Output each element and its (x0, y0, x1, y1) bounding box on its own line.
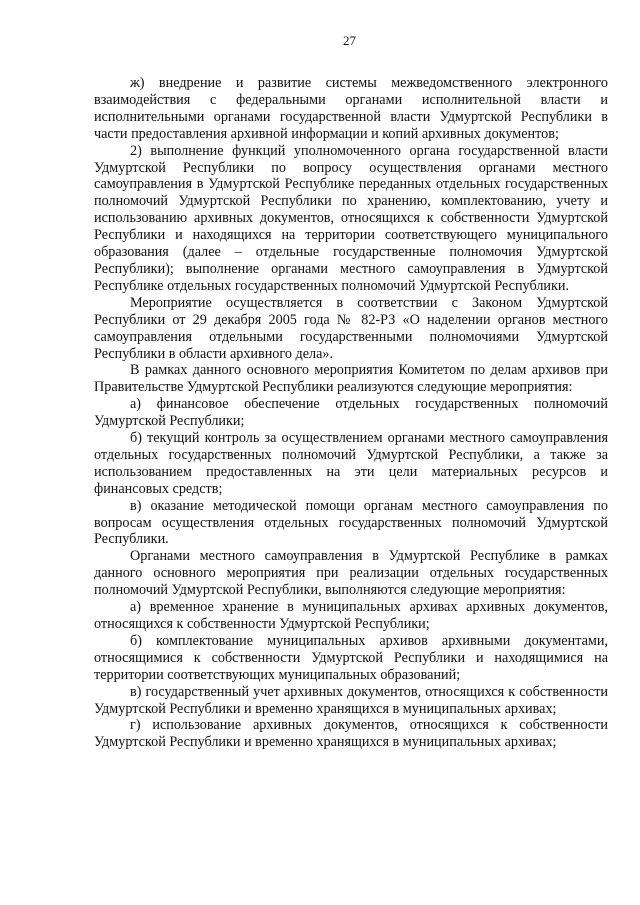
paragraph-item-zh: ж) внедрение и развитие системы межведомственного электронного взаимодействия с федеральными органами исполнительной власти и исполнительными органами государственной власти Удмуртской Республики в части предоставления архивной информации и копий архивных документов; (94, 75, 608, 142)
paragraph-law-reference: Мероприятие осуществляется в соответствии с Законом Удмуртской Республики от 29 декабря 2005 года № 82-РЗ «О наделении органов местного самоуправления отдельными государственными полномочиями Удмуртской Республики в области архивного дела». (94, 294, 608, 362)
paragraph-committee-measures: В рамках данного основного мероприятия Комитетом по делам архивов при Правительстве Удмуртской Республики реализуются следующие мероприятия: (94, 362, 608, 396)
document-body (94, 75, 608, 751)
list-item-b: б) текущий контроль за осуществлением органами местного самоуправления отдельных государственных полномочий Удмуртской Республики, а также за использованием предоставленных на эти цели материальных ресурсов и финансовых средств; (94, 430, 608, 497)
page-number: 27 (343, 33, 356, 48)
list-item-a-local: а) временное хранение в муниципальных архивах архивных документов, относящихся к собственности Удмуртской Республики; (94, 599, 608, 632)
list-item-v-local: в) государственный учет архивных документов, относящихся к собственности Удмуртской Республики и временно хранящихся в муниципальных архивах; (94, 683, 608, 717)
list-item-b-local: б) комплектование муниципальных архивов архивными документами, относящимися к собственности Удмуртской Республики и находящимися на территории соответствующих муниципальных образований; (94, 632, 608, 683)
list-item-v: в) оказание методической помощи органам местного самоуправления по вопросам осуществления отдельных государственных полномочий Удмуртской Республики. (94, 497, 608, 548)
list-item-g-local: г) использование архивных документов, относящихся к собственности Удмуртской Республики и временно хранящихся в муниципальных архивах; (94, 717, 608, 751)
paragraph-item-2: 2) выполнение функций уполномоченного органа государственной власти Удмуртской Республики по вопросу осуществления органами местного самоуправления в Удмуртской Республике переданных отдельных государственных полномочий Удмуртской Республики по хранению, комплектованию, учету и использованию архивных документов, относящихся к собственности Удмуртской Республики и находящихся на территории соответствующего муниципального образования (далее – отдельные государственные полномочия Удмуртской Республики); выполнение органами местного самоуправления в Удмуртской Республике отдельных государственных полномочий Удмуртской Республики. (94, 142, 608, 294)
list-item-a: а) финансовое обеспечение отдельных государственных полномочий Удмуртской Республики; (94, 396, 608, 430)
paragraph-local-authorities: Органами местного самоуправления в Удмуртской Республике в рамках данного основного мероприятия при реализации отдельных государственных полномочий Удмуртской Республики, выполняются следующие мероприятия: (94, 548, 608, 599)
